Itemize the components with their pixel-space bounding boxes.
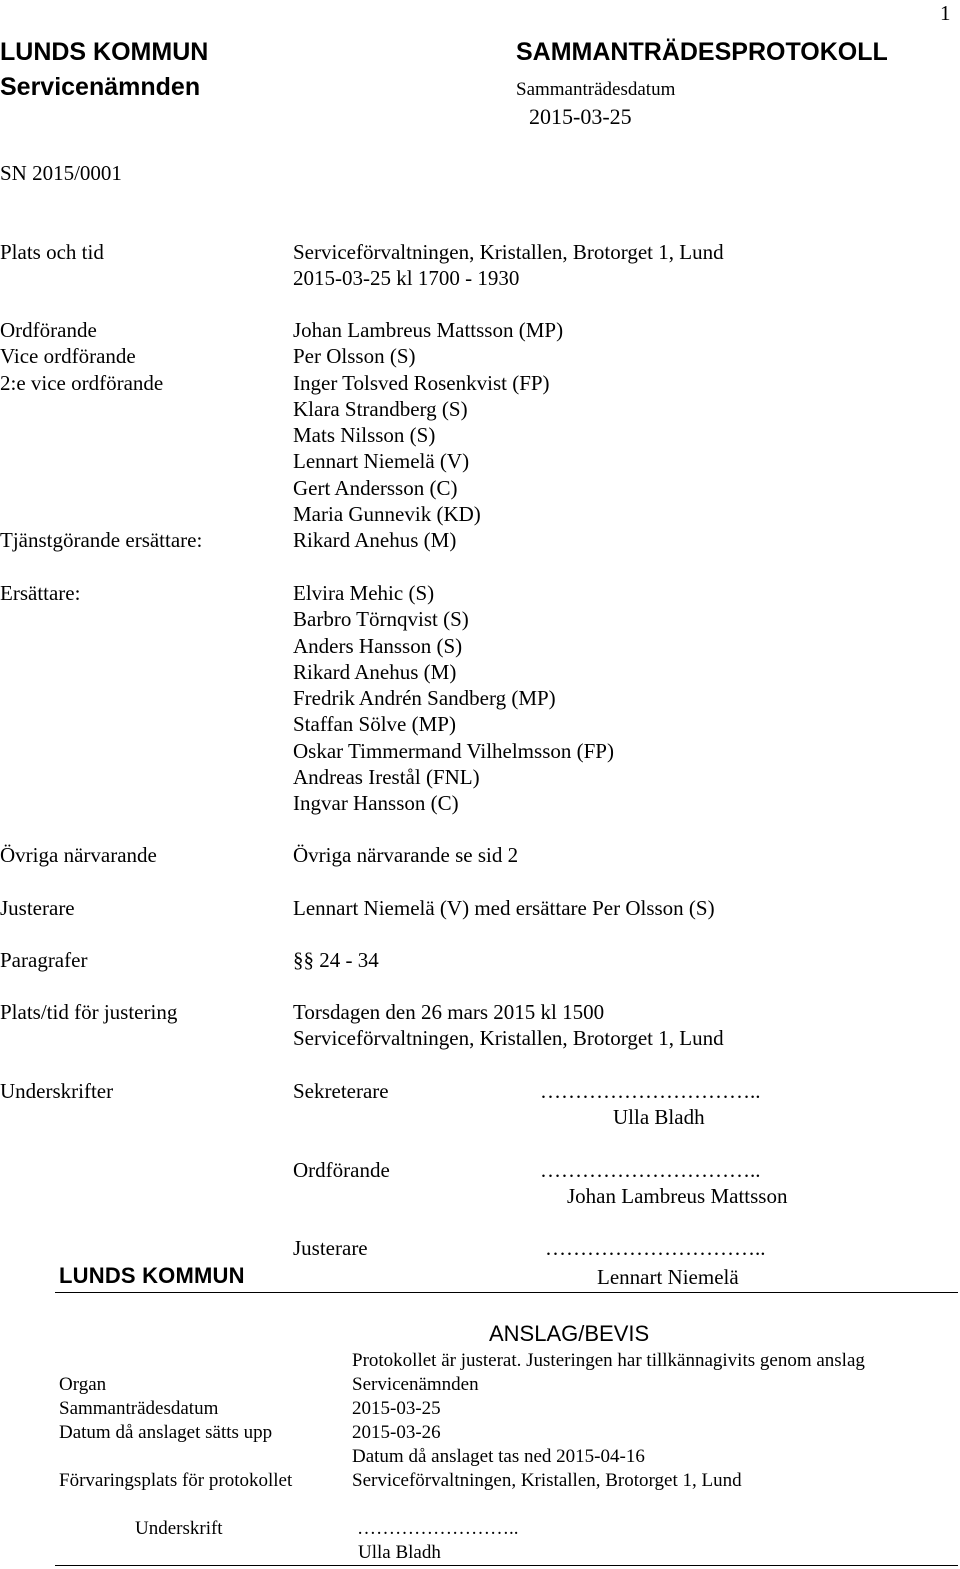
substitute-name: Ingvar Hansson (C) xyxy=(293,791,459,816)
notice-meeting-date: 2015-03-25 xyxy=(352,1398,441,1419)
member-name: Mats Nilsson (S) xyxy=(293,423,436,448)
member-name: Lennart Niemelä (V) xyxy=(293,449,470,474)
others-present-label: Övriga närvarande xyxy=(0,843,157,867)
notice-intro: Protokollet är justerat. Justeringen har tillkännagivits genom anslag xyxy=(352,1350,865,1371)
place-time-label: Plats och tid xyxy=(0,240,104,264)
substitutes-list xyxy=(293,580,614,817)
member-name: Per Olsson (S) xyxy=(293,344,416,369)
meeting-date-label: Sammanträdesdatum xyxy=(516,79,676,100)
member-name: Inger Tolsved Rosenkvist (FP) xyxy=(293,370,550,395)
municipality-title: LUNDS KOMMUN xyxy=(0,38,209,66)
member-name: Johan Lambreus Mattsson (MP) xyxy=(293,318,564,342)
substitute-name: Fredrik Andrén Sandberg (MP) xyxy=(293,686,556,711)
footer-logo: LUNDS KOMMUN xyxy=(59,1263,245,1288)
secretary-signature-line: ………………………….. xyxy=(540,1079,761,1103)
place-line-2: 2015-03-25 kl 1700 - 1930 xyxy=(293,266,520,290)
chair-name: Johan Lambreus Mattsson xyxy=(567,1184,788,1208)
adjusters-value: Lennart Niemelä (V) med ersättare Per Olsson (S) xyxy=(293,896,715,920)
paragraphs-value: §§ 24 - 34 xyxy=(293,948,379,972)
member-name: Maria Gunnevik (KD) xyxy=(293,502,481,527)
substitute-name: Elvira Mehic (S) xyxy=(293,581,435,605)
member-name: Rikard Anehus (M) xyxy=(293,528,457,553)
substitute-name: Staffan Sölve (MP) xyxy=(293,712,456,737)
adjuster-role: Justerare xyxy=(293,1236,368,1260)
divider-top xyxy=(55,1292,958,1293)
notice-meeting-date-label: Sammanträdesdatum xyxy=(59,1398,219,1419)
meeting-date: 2015-03-25 xyxy=(529,104,632,129)
vice-chair-label: Vice ordförande xyxy=(0,344,136,368)
substitute-name: Rikard Anehus (M) xyxy=(293,659,457,684)
adjustment-line-2: Serviceförvaltningen, Kristallen, Brotorget 1, Lund xyxy=(293,1026,724,1050)
divider-bottom xyxy=(55,1565,958,1566)
organ-label: Organ xyxy=(59,1374,107,1395)
adjusters-label: Justerare xyxy=(0,896,75,920)
removed-date-text: Datum då anslaget tas ned 2015-04-16 xyxy=(352,1446,645,1467)
notice-title: ANSLAG/BEVIS xyxy=(489,1321,650,1346)
substitute-name: Barbro Törnqvist (S) xyxy=(293,607,469,632)
substitutes-label: Ersättare: xyxy=(0,581,81,605)
notice-signature-label: Underskrift xyxy=(135,1518,223,1539)
storage-label: Förvaringsplats för protokollet xyxy=(59,1470,293,1491)
second-vice-chair-label: 2:e vice ordförande xyxy=(0,371,164,395)
organ-value: Servicenämnden xyxy=(352,1374,479,1395)
members-list xyxy=(293,317,563,554)
substitute-name: Oskar Timmermand Vilhelmsson (FP) xyxy=(293,738,614,763)
posted-date: 2015-03-26 xyxy=(352,1422,441,1443)
adjustment-line-1: Torsdagen den 26 mars 2015 kl 1500 xyxy=(293,1000,605,1024)
notice-signature-name: Ulla Bladh xyxy=(358,1542,441,1563)
place-line-1: Serviceförvaltningen, Kristallen, Brotorget 1, Lund xyxy=(293,240,724,264)
posted-date-label: Datum då anslaget sätts upp xyxy=(59,1422,273,1443)
signatures-label: Underskrifter xyxy=(0,1079,114,1103)
others-present-value: Övriga närvarande se sid 2 xyxy=(293,843,519,867)
adjuster-name: Lennart Niemelä xyxy=(597,1265,739,1289)
notice-signature-line: …………………….. xyxy=(357,1518,519,1539)
paragraphs-label: Paragrafer xyxy=(0,948,88,972)
chair-role: Ordförande xyxy=(293,1158,390,1182)
chair-label: Ordförande xyxy=(0,318,97,342)
storage-value: Serviceförvaltningen, Kristallen, Brotorget 1, Lund xyxy=(352,1470,742,1491)
page-number: 1 xyxy=(940,1,951,25)
committee-title: Servicenämnden xyxy=(0,73,201,101)
document-type: SAMMANTRÄDESPROTOKOLL xyxy=(516,38,888,66)
member-name: Gert Andersson (C) xyxy=(293,475,458,500)
case-number: SN 2015/0001 xyxy=(0,161,122,185)
secretary-role: Sekreterare xyxy=(293,1079,389,1103)
secretary-name: Ulla Bladh xyxy=(613,1105,705,1129)
substitute-name: Andreas Irestål (FNL) xyxy=(293,765,480,790)
adjustment-label: Plats/tid för justering xyxy=(0,1000,178,1024)
serving-substitutes-label: Tjänstgörande ersättare: xyxy=(0,528,203,552)
member-name: Klara Strandberg (S) xyxy=(293,396,468,421)
chair-signature-line: ………………………….. xyxy=(540,1158,761,1182)
adjuster-signature-line: ………………………….. xyxy=(545,1236,766,1260)
substitute-name: Anders Hansson (S) xyxy=(293,633,463,658)
